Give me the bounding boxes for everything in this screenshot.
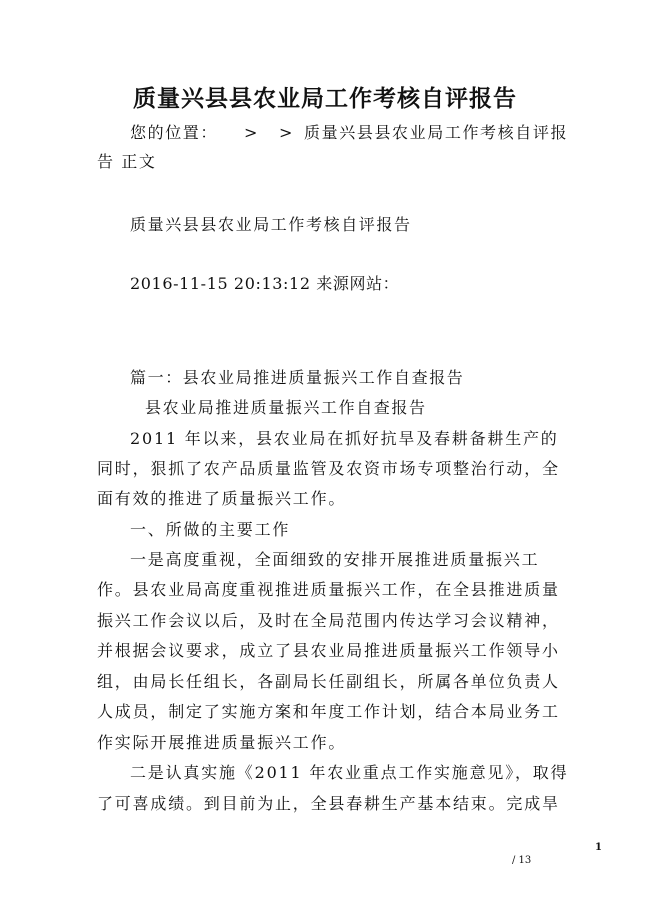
paragraph-line: 并根据会议要求，成立了县农业局推进质量振兴工作领导小	[97, 641, 560, 660]
breadcrumb-continuation: 告 正文	[97, 152, 157, 171]
breadcrumb-current: 质量兴县县农业局工作考核自评报	[304, 123, 569, 142]
paragraph-line: 二是认真实施《2011 年农业重点工作实施意见》，取得	[130, 763, 569, 782]
report-title: 县农业局推进质量振兴工作自查报告	[145, 398, 427, 417]
breadcrumb-separator: >	[244, 123, 260, 142]
paragraph-line: 了可喜成绩。到目前为止，全县春耕生产基本结束。完成旱	[97, 794, 560, 813]
paragraph-line: 人成员，制定了实施方案和年度工作计划，结合本局业务工	[97, 702, 560, 721]
paragraph-line: 一是高度重视，全面细致的安排开展推进质量振兴工	[130, 550, 540, 569]
section-heading: 篇一：县农业局推进质量振兴工作自查报告	[130, 368, 465, 387]
meta-info: 2016-11-15 20:13:12 来源网站：	[130, 274, 400, 293]
breadcrumb-label: 您的位置：	[130, 123, 219, 142]
paragraph-line: 振兴工作会议以后，及时在全局范围内传达学习会议精神，	[97, 611, 560, 630]
paragraph-line: 2011 年以来，县农业局在抓好抗旱及春耕备耕生产的	[130, 429, 559, 448]
paragraph-line: 作。县农业局高度重视推进质量振兴工作，在全县推进质量	[97, 580, 560, 599]
breadcrumb	[130, 121, 568, 145]
page-total: / 13	[512, 855, 532, 866]
paragraph-line: 同时，狠抓了农产品质量监管及农资市场专项整治行动，全	[97, 459, 560, 478]
section-subheading: 一、所做的主要工作	[130, 520, 291, 539]
breadcrumb-separator: >	[279, 123, 295, 142]
paragraph-line: 组，由局长任组长，各副局长任副组长，所属各单位负责人	[97, 672, 560, 691]
page-number: 1	[595, 842, 602, 853]
document-title: 质量兴县县农业局工作考核自评报告	[133, 86, 517, 112]
subtitle: 质量兴县县农业局工作考核自评报告	[130, 215, 412, 234]
paragraph-line: 作实际开展推进质量振兴工作。	[97, 733, 347, 752]
paragraph-line: 面有效的推进了质量振兴工作。	[97, 489, 347, 508]
